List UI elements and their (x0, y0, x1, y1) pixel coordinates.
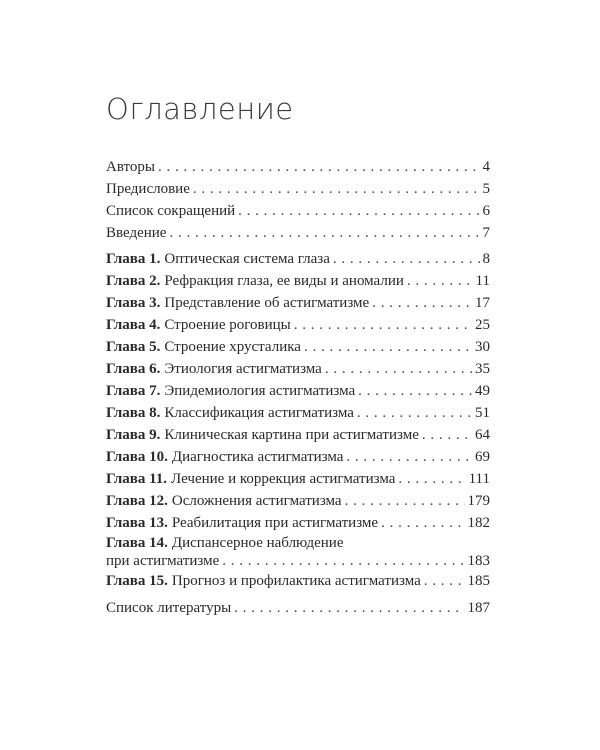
toc-page: 183 (467, 553, 490, 569)
chapter-number: Глава 6. (106, 361, 161, 377)
chapter-number: Глава 10. (106, 449, 168, 465)
toc-page: 30 (475, 339, 490, 355)
toc-label: Предисловие (106, 181, 190, 197)
toc-entry-chapter-13[interactable] (106, 512, 490, 534)
toc-page: 25 (475, 317, 490, 333)
toc-entry-chapter-2[interactable] (106, 270, 490, 292)
leader-dots (193, 178, 480, 200)
leader-dots (346, 446, 472, 468)
toc-entry-chapter-7[interactable] (106, 380, 490, 402)
toc-page: 179 (467, 493, 490, 509)
toc-label: Рефракция глаза, ее виды и аномалии (164, 273, 404, 289)
toc-entry-authors[interactable] (106, 156, 490, 178)
toc-entry-chapter-3[interactable] (106, 292, 490, 314)
toc-entry-introduction[interactable] (106, 222, 490, 244)
table-of-contents (106, 156, 490, 619)
toc-label: Диспансерное наблюдение (171, 535, 344, 551)
chapter-number: Глава 12. (106, 493, 168, 509)
toc-label: Этиология астигматизма (164, 361, 322, 377)
leader-dots (424, 570, 465, 592)
toc-label: Прогноз и профилактика астигматизма (171, 573, 421, 589)
toc-label: Представление об астигматизме (164, 295, 370, 311)
toc-entry-chapter-6[interactable] (106, 358, 490, 380)
toc-page: 17 (475, 295, 490, 311)
toc-entry-chapter-11[interactable] (106, 468, 490, 490)
toc-entry-chapter-4[interactable] (106, 314, 490, 336)
leader-dots (304, 336, 472, 358)
toc-entry-chapter-1[interactable] (106, 248, 490, 270)
toc-entry-chapter-14-continued[interactable] (106, 552, 490, 570)
toc-page: 8 (482, 251, 490, 267)
chapter-number: Глава 3. (106, 295, 161, 311)
toc-label-continued: при астигматизме (106, 553, 220, 569)
toc-page: 5 (482, 181, 490, 197)
toc-label: Эпидемиология астигматизма (164, 383, 356, 399)
toc-label: Классификация астигматизма (164, 405, 354, 421)
toc-page: 182 (467, 515, 490, 531)
toc-entry-references[interactable] (106, 597, 490, 619)
leader-dots (222, 552, 464, 570)
toc-label: Авторы (106, 159, 155, 175)
leader-dots (422, 424, 472, 446)
chapter-number: Глава 8. (106, 405, 161, 421)
page-title: Оглавление (106, 92, 294, 126)
toc-label: Лечение и коррекция астигматизма (171, 471, 396, 487)
toc-page: 49 (475, 383, 490, 399)
toc-page: 111 (468, 471, 490, 487)
toc-label: Список литературы (106, 600, 232, 616)
leader-dots (158, 156, 480, 178)
leader-dots (325, 358, 472, 380)
toc-page: 11 (475, 273, 490, 289)
toc-entry-preface[interactable] (106, 178, 490, 200)
toc-entry-chapter-8[interactable] (106, 402, 490, 424)
toc-label: Диагностика астигматизма (171, 449, 344, 465)
chapter-number: Глава 14. (106, 535, 168, 551)
toc-entry-chapter-9[interactable] (106, 424, 490, 446)
leader-dots (294, 314, 472, 336)
toc-label: Строение хрусталика (164, 339, 301, 355)
chapter-number: Глава 15. (106, 573, 168, 589)
chapter-number: Глава 5. (106, 339, 161, 355)
leader-dots (345, 490, 465, 512)
leader-dots (372, 292, 472, 314)
toc-entry-chapter-5[interactable] (106, 336, 490, 358)
toc-entry-chapter-14[interactable] (106, 534, 490, 552)
toc-label: Реабилитация при астигматизме (171, 515, 379, 531)
toc-entry-chapter-15[interactable] (106, 570, 490, 592)
leader-dots (358, 380, 472, 402)
chapter-number: Глава 9. (106, 427, 161, 443)
leader-dots (333, 248, 480, 270)
chapter-number: Глава 7. (106, 383, 161, 399)
toc-label: Осложнения астигматизма (171, 493, 342, 509)
toc-entry-abbreviations[interactable] (106, 200, 490, 222)
chapter-number: Глава 13. (106, 515, 168, 531)
chapter-number: Глава 4. (106, 317, 161, 333)
leader-dots (169, 222, 479, 244)
leader-dots (238, 200, 479, 222)
toc-label: Список сокращений (106, 203, 236, 219)
toc-page: 185 (467, 573, 490, 589)
toc-page: 4 (482, 159, 490, 175)
toc-page: 35 (475, 361, 490, 377)
toc-page: 64 (475, 427, 490, 443)
leader-dots (234, 597, 464, 619)
leader-dots (407, 270, 473, 292)
toc-page: 7 (482, 225, 490, 241)
toc-page: 69 (475, 449, 490, 465)
toc-page: 187 (467, 600, 490, 616)
toc-label: Введение (106, 225, 167, 241)
toc-entry-chapter-12[interactable] (106, 490, 490, 512)
toc-label: Оптическая система глаза (164, 251, 330, 267)
toc-page: 51 (475, 405, 490, 421)
chapter-number: Глава 11. (106, 471, 168, 487)
chapter-number: Глава 1. (106, 251, 161, 267)
toc-page: 6 (482, 203, 490, 219)
leader-dots (381, 512, 464, 534)
toc-entry-chapter-10[interactable] (106, 446, 490, 468)
toc-label: Строение роговицы (164, 317, 291, 333)
leader-dots (357, 402, 472, 424)
toc-label: Клиническая картина при астигматизме (164, 427, 419, 443)
chapter-number: Глава 2. (106, 273, 161, 289)
leader-dots (398, 468, 465, 490)
